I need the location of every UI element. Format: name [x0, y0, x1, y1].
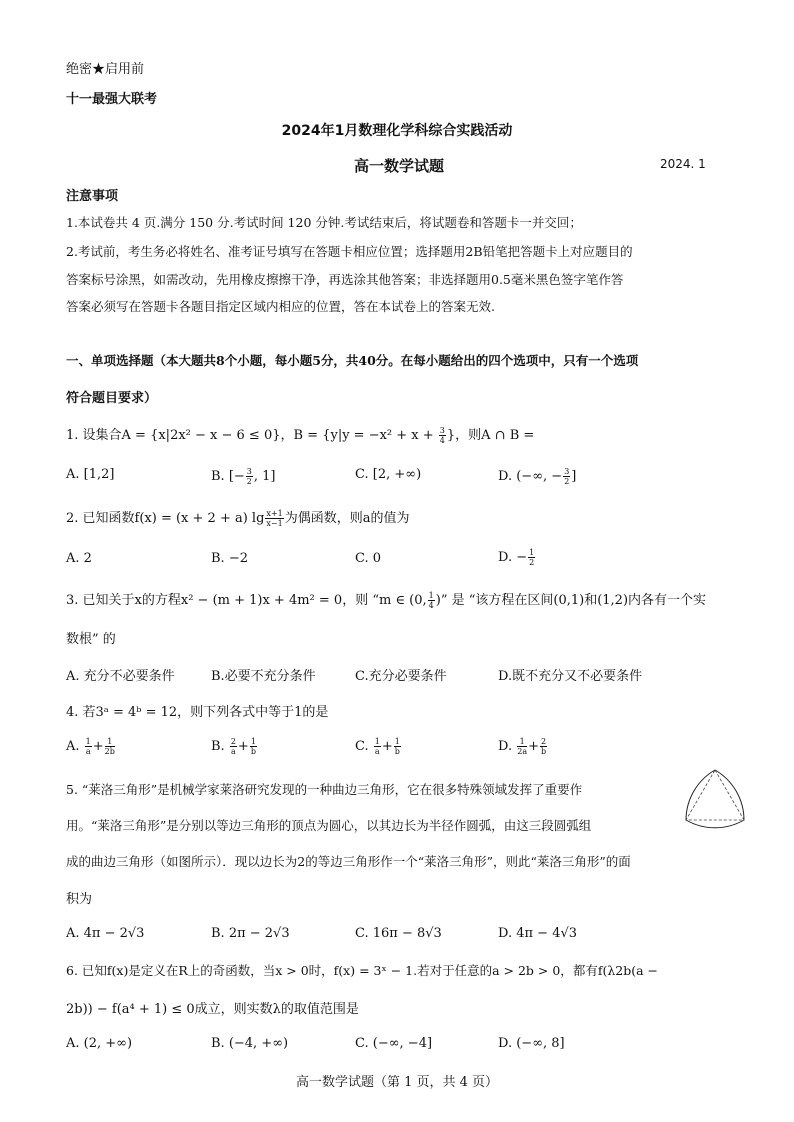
q4-stem: 4. 若3ᵃ = 4ᵇ = 12，则下列各式中等于1的是: [66, 705, 329, 720]
q6-line-2: 2b)) − f(a⁴ + 1) ≤ 0成立，则实数λ的取值范围是: [66, 1002, 359, 1017]
q5-option-a: A. 4π − 2√3: [66, 926, 145, 941]
q1-option-b: B. [− $\frac{3}{2}$ , 1]: [211, 467, 276, 486]
q5-line-4: 积为: [66, 892, 93, 907]
q3-option-d: D.既不充分又不必要条件: [498, 669, 643, 684]
q3-stem: 3. 已知关于x的方程x² − (m + 1)x + 4m² = 0，则 “m ∈ (0, $\frac{1}{4}$ )” 是 “该方程在区间(0,1)和(1,2)内各有一个实: [66, 591, 707, 610]
q1-option-c: C. [2, +∞): [355, 467, 422, 482]
notes-line-4: 答案必须写在答题卡各题目指定区域内相应的位置，答在本试卷上的答案无效.: [66, 299, 495, 314]
q6-option-d: D. (−∞, 8]: [498, 1036, 565, 1051]
q1-option-d: D. (−∞, − $\frac{3}{2}$ ]: [498, 467, 577, 486]
q2-stem: 2. 已知函数f(x) = (x + 2 + a) lg $\frac{x+1}{x-1}$ 为偶函数，则a的值为: [66, 509, 410, 528]
q3-stem-line2: 数根” 的: [66, 632, 116, 647]
q5-line-2: 用。“莱洛三角形”是分别以等边三角形的顶点为圆心，以其边长为半径作圆弧，由这三段圆弧组: [66, 818, 592, 833]
q2-option-c: C. 0: [355, 551, 382, 566]
q6-line-1: 6. 已知f(x)是定义在R上的奇函数，当x > 0时，f(x) = 3ˣ − 1.若对于任意的a > 2b > 0，都有f(λ2b(a −: [66, 963, 658, 978]
q5-line-1: 5. “莱洛三角形”是机械学家莱洛研究发现的一种曲边三角形，它在很多特殊领域发挥了重要作: [66, 782, 583, 797]
q4-option-b: B. $\frac{2}{a}$ + $\frac{1}{b}$: [211, 737, 256, 756]
q5-option-d: D. 4π − 4√3: [498, 926, 578, 941]
exam-date: 2024. 1: [660, 157, 706, 171]
q1-option-a: A. [1,2]: [66, 467, 115, 482]
q3-option-c: C.充分必要条件: [355, 669, 447, 684]
notes-line-3: 答案标号涂黑，如需改动，先用橡皮擦擦干净，再选涂其他答案；非选择题用0.5毫米黑色签字笔作答: [66, 272, 624, 287]
q4-option-a: A. $\frac{1}{a}$ + $\frac{1}{2b}$: [66, 737, 115, 756]
section1-line-1: 一、单项选择题（本大题共8个小题，每小题5分，共40分。在每小题给出的四个选项中，只有一个选项: [66, 353, 639, 368]
notes-heading: 注意事项: [66, 189, 119, 204]
section1-line-2: 符合题目要求）: [66, 391, 158, 406]
notes-line-1: 1.本试卷共 4 页.满分 150 分.考试时间 120 分钟.考试结束后，将试题卷和答题卡一并交回；: [66, 215, 582, 230]
league-name: 十一最强大联考: [66, 92, 158, 107]
q3-option-b: B.必要不充分条件: [211, 669, 316, 684]
q1-stem: 1. 设集合A = {x|2x² − x − 6 ≤ 0}，B = {y|y = −x² + x + $\frac{3}{4}$ }，则A ∩ B =: [66, 426, 535, 445]
q4-option-d: D. $\frac{1}{2a}$ + $\frac{2}{b}$: [498, 737, 547, 756]
q5-option-c: C. 16π − 8√3: [355, 926, 442, 941]
notes-line-2: 2.考试前，考生务必将姓名、准考证号填写在答题卡相应位置；选择题用2B铅笔把答题卡上对应题目的: [66, 244, 633, 259]
q5-option-b: B. 2π − 2√3: [211, 926, 290, 941]
q2-option-d: D. − $\frac{1}{2}$: [498, 548, 535, 567]
exam-title: 2024年1月数理化学科综合实践活动: [281, 123, 513, 139]
q4-option-c: C. $\frac{1}{a}$ + $\frac{1}{b}$: [355, 737, 400, 756]
q2-option-a: A. 2: [66, 551, 92, 566]
q6-option-b: B. (−4, +∞): [211, 1036, 289, 1051]
exam-subtitle: 高一数学试题: [354, 157, 445, 175]
q2-option-b: B. −2: [211, 551, 248, 566]
secret-label: 绝密★启用前: [66, 62, 145, 77]
q6-option-c: C. (−∞, −4]: [355, 1036, 433, 1051]
q5-line-3: 成的曲边三角形（如图所示）．现以边长为2的等边三角形作一个“莱洛三角形”，则此“莱洛三角形”的面: [66, 854, 631, 869]
page-footer: 高一数学试题（第 1 页，共 4 页）: [295, 1075, 499, 1090]
q3-option-a: A. 充分不必要条件: [66, 669, 175, 684]
q6-option-a: A. (2, +∞): [66, 1036, 133, 1051]
reuleaux-triangle-figure: [680, 764, 750, 830]
